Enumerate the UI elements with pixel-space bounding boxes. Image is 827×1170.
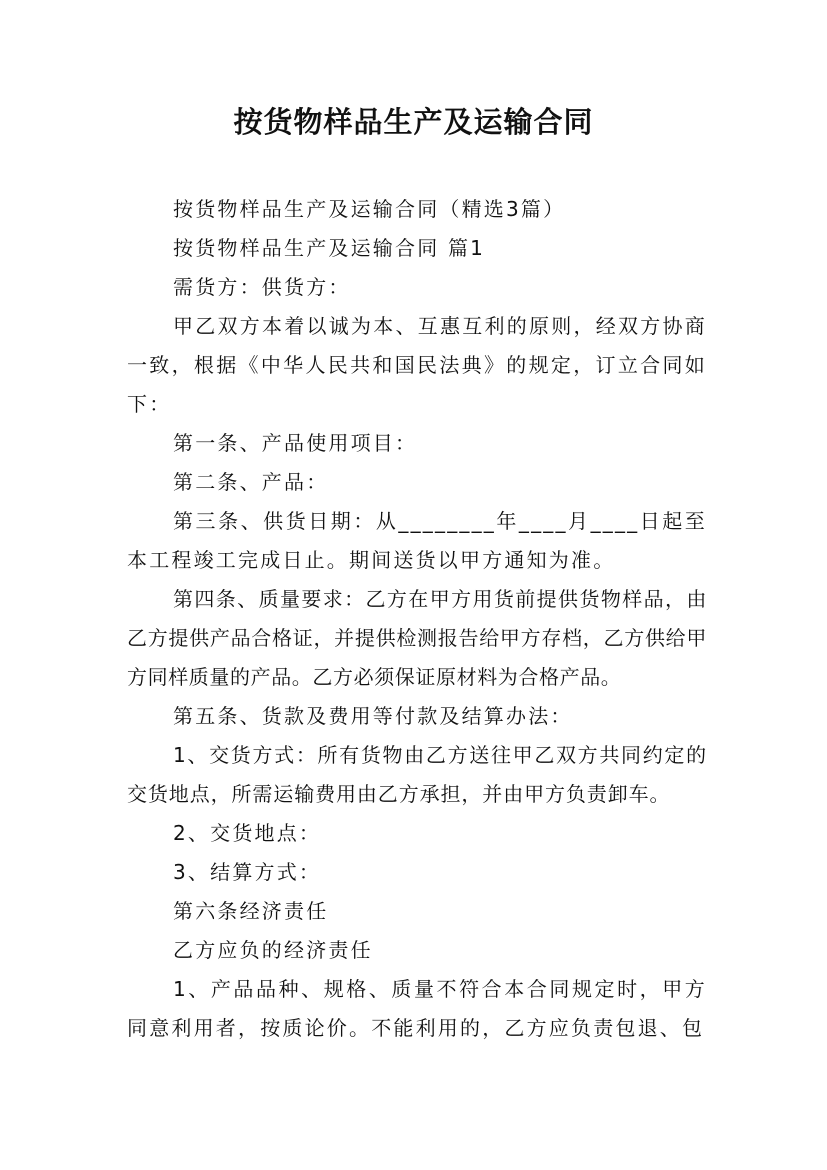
paragraph-subtitle: 按货物样品生产及运输合同（精选3篇） [173, 197, 566, 221]
document-title: 按货物样品生产及运输合同 [233, 105, 594, 139]
paragraph-article-1: 第一条、产品使用项目： [173, 431, 418, 455]
paragraph-article-6: 第六条经济责任 [173, 899, 329, 923]
paragraph-article-2: 第二条、产品： [173, 470, 329, 494]
paragraph-article-3: 第三条、供货日期：从________年____月____日起至本工程竣工完成日止。期间送货以甲方通知为准。 [127, 509, 707, 572]
paragraph-liability-item-1: 1、产品品种、规格、质量不符合本合同规定时，甲方同意利用者，按质论价。不能利用的，乙方应负责包退、包 [127, 977, 707, 1040]
paragraph-preamble: 甲乙双方本着以诚为本、互惠互利的原则，经双方协商一致，根据《中华人民共和国民法典》的规定，订立合同如下： [127, 314, 707, 416]
paragraph-delivery-place: 2、交货地点： [173, 821, 322, 845]
document-body [127, 190, 707, 1048]
paragraph-section-heading: 按货物样品生产及运输合同 篇1 [173, 236, 486, 260]
paragraph-article-5: 第五条、货款及费用等付款及结算办法： [173, 704, 573, 728]
paragraph-party-b-liability: 乙方应负的经济责任 [173, 938, 373, 962]
paragraph-delivery-method: 1、交货方式：所有货物由乙方送往甲乙双方共同约定的交货地点，所需运输费用由乙方承担，并由甲方负责卸车。 [127, 743, 707, 806]
paragraph-parties: 需货方：供货方： [173, 275, 351, 299]
paragraph-settlement-method: 3、结算方式： [173, 860, 322, 884]
paragraph-article-4: 第四条、质量要求：乙方在甲方用货前提供货物样品，由乙方提供产品合格证，并提供检测报告给甲方存档，乙方供给甲方同样质量的产品。乙方必须保证原材料为合格产品。 [127, 587, 707, 689]
